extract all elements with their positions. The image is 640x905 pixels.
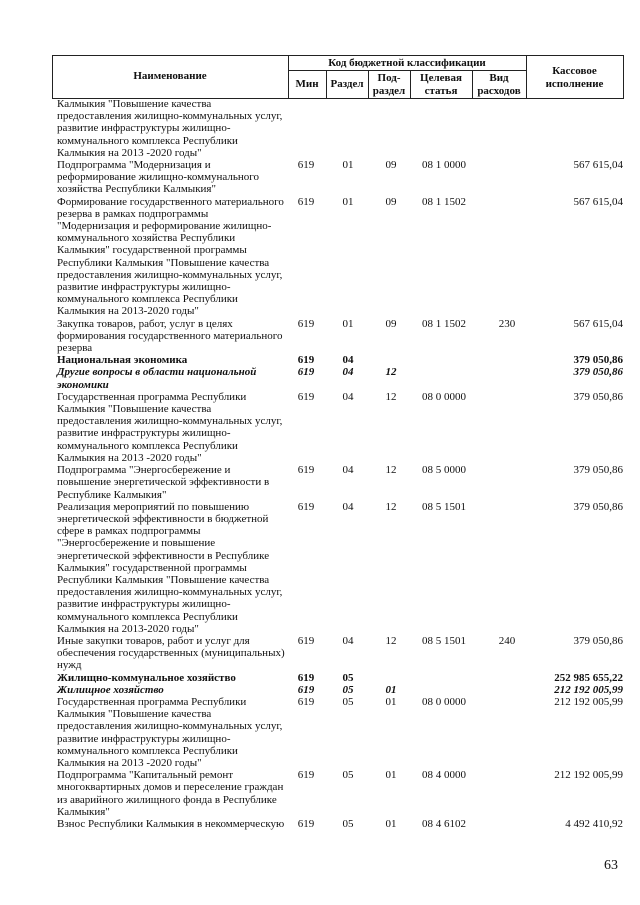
row-podrazdel: 12 — [385, 390, 397, 403]
row-razdel: 05 — [342, 671, 354, 684]
row-celevaya: 08 4 0000 — [422, 769, 466, 782]
table-row — [57, 769, 623, 818]
row-celevaya: 08 0 0000 — [422, 390, 466, 403]
row-vid: 230 — [498, 317, 516, 330]
row-celevaya: 08 5 1501 — [422, 634, 466, 647]
header-subline — [288, 70, 526, 71]
table-body — [57, 98, 623, 830]
row-sum: 212 192 005,99 — [554, 769, 623, 782]
row-min: 619 — [297, 390, 315, 403]
header-podrazdel-2: раздел — [372, 85, 406, 97]
header-border-right — [623, 56, 624, 98]
row-podrazdel: 01 — [385, 695, 397, 708]
table-row — [57, 464, 623, 501]
table-row — [57, 159, 623, 196]
row-min: 619 — [297, 195, 315, 208]
row-razdel: 05 — [342, 817, 354, 830]
table-row — [57, 318, 623, 355]
row-min: 619 — [297, 769, 315, 782]
row-razdel: 04 — [342, 464, 354, 477]
row-sum: 212 192 005,99 — [554, 683, 623, 696]
row-name: Калмыкия "Повышение качества предоставления жилищно-коммунальных услуг, развитие инфраструктуры жилищно- коммунального комплекса Республики Калмыкия на 2013 -2020 годы" — [57, 98, 283, 159]
row-razdel: 01 — [342, 195, 354, 208]
table-row — [57, 672, 623, 684]
header-vid-1: Вид — [489, 72, 509, 84]
row-celevaya: 08 0 0000 — [422, 695, 466, 708]
row-podrazdel: 01 — [385, 769, 397, 782]
row-celevaya: 08 5 1501 — [422, 500, 466, 513]
row-podrazdel: 12 — [385, 634, 397, 647]
row-sum: 212 192 005,99 — [554, 695, 623, 708]
row-podrazdel: 12 — [385, 464, 397, 477]
table-row — [57, 501, 623, 635]
row-name: Формирование государственного материального резерва в рамках подпрограммы "Модернизация и реформирование жилищно- коммунального хозяйства Республики Калмыкия" государственной программы Республики Калмыкия "Повышение качества предоставления жилищно-коммунальных услуг, развитие инфраструктуры жилищно- коммунального комплекса Республики Калмыкия на 2013-2020 годы" — [57, 195, 284, 318]
row-podrazdel: 09 — [385, 159, 397, 172]
header-podrazdel-1: Под- — [377, 72, 401, 84]
row-min: 619 — [297, 464, 315, 477]
row-min: 619 — [297, 159, 315, 172]
table-row — [57, 818, 623, 830]
row-name: Другие вопросы в области национальной экономики — [57, 366, 257, 391]
row-sum: 4 492 410,92 — [565, 817, 623, 830]
row-min: 619 — [297, 817, 315, 830]
row-name: Жилищное хозяйство — [57, 683, 164, 696]
row-razdel: 05 — [342, 695, 354, 708]
row-name: Взнос Республики Калмыкия в некоммерческую — [57, 817, 285, 830]
row-min: 619 — [297, 695, 315, 708]
header-celevaya-2: статья — [424, 85, 458, 97]
header-vid-2: расходов — [477, 85, 521, 97]
row-sum: 379 050,86 — [573, 390, 623, 403]
table-row — [57, 354, 623, 366]
header-kassa-2: исполнение — [545, 78, 604, 90]
row-celevaya: 08 1 1502 — [422, 317, 466, 330]
header-name: Наименование — [133, 70, 207, 82]
header-celevaya-1: Целевая — [420, 72, 462, 84]
row-razdel: 04 — [342, 634, 354, 647]
row-podrazdel: 09 — [385, 317, 397, 330]
row-min: 619 — [297, 683, 315, 696]
table-header — [52, 55, 624, 99]
header-razdel: Раздел — [330, 78, 364, 90]
row-razdel: 05 — [342, 769, 354, 782]
row-name: Национальная экономика — [57, 354, 188, 367]
row-podrazdel: 12 — [385, 366, 397, 379]
row-name: Государственная программа Республики Калмыкия "Повышение качества предоставления жилищно-коммунальных услуг, развитие инфраструктуры жилищно- коммунального комплекса Республики Калмыкия на 2013 -2020 годы" — [57, 390, 283, 464]
header-celevaya — [410, 72, 472, 98]
row-razdel: 04 — [342, 366, 354, 379]
row-razdel: 04 — [342, 390, 354, 403]
row-celevaya: 08 5 0000 — [422, 464, 466, 477]
row-min: 619 — [297, 354, 315, 367]
header-podrazdel — [368, 72, 410, 98]
page-number: 63 — [604, 858, 618, 873]
row-name: Подпрограмма "Капитальный ремонт многоквартирных домов и переселение граждан из аварийного жилищного фонда в Республике Калмыкия" — [57, 769, 284, 818]
row-sum: 252 985 655,22 — [554, 671, 623, 684]
row-razdel: 01 — [342, 317, 354, 330]
row-min: 619 — [297, 500, 315, 513]
table-row — [57, 635, 623, 672]
row-sum: 567 615,04 — [573, 317, 623, 330]
row-min: 619 — [297, 317, 315, 330]
table-row — [57, 196, 623, 318]
row-sum: 379 050,86 — [573, 464, 623, 477]
table-row — [57, 696, 623, 769]
row-razdel: 01 — [342, 159, 354, 172]
header-min: Мин — [295, 78, 319, 90]
row-min: 619 — [297, 634, 315, 647]
table-row — [57, 366, 623, 390]
table-row — [57, 684, 623, 696]
row-celevaya: 08 4 6102 — [422, 817, 466, 830]
row-name: Подпрограмма "Модернизация и реформирование жилищно-коммунального хозяйства Республики Калмыкия" — [57, 159, 260, 196]
header-kassa-1: Кассовое — [552, 65, 597, 77]
row-name: Закупка товаров, работ, услуг в целях формирования государственного материального резерва — [57, 317, 283, 355]
row-celevaya: 08 1 0000 — [422, 159, 466, 172]
header-kassa — [526, 65, 623, 91]
row-name: Подпрограмма "Энергосбережение и повышение энергетической эффективности в Республике Калмыкия" — [57, 464, 270, 501]
row-podrazdel: 09 — [385, 195, 397, 208]
row-podrazdel: 01 — [385, 683, 397, 696]
table-row — [57, 391, 623, 464]
row-sum: 567 615,04 — [573, 195, 623, 208]
row-podrazdel: 12 — [385, 500, 397, 513]
row-podrazdel: 01 — [385, 817, 397, 830]
row-celevaya: 08 1 1502 — [422, 195, 466, 208]
row-sum: 567 615,04 — [573, 159, 623, 172]
row-razdel: 04 — [342, 354, 354, 367]
row-razdel: 04 — [342, 500, 354, 513]
row-razdel: 05 — [342, 683, 354, 696]
row-vid: 240 — [498, 634, 516, 647]
header-code-group: Код бюджетной классификации — [328, 57, 486, 69]
row-min: 619 — [297, 671, 315, 684]
row-sum: 379 050,86 — [573, 634, 623, 647]
row-min: 619 — [297, 366, 315, 379]
row-name: Государственная программа Республики Калмыкия "Повышение качества предоставления жилищно-коммунальных услуг, развитие инфраструктуры жилищно- коммунального комплекса Республики Калмыкия на 2013 -2020 годы" — [57, 695, 283, 769]
row-name: Жилищно-коммунальное хозяйство — [57, 671, 236, 684]
header-vid — [472, 72, 526, 98]
table-row — [57, 98, 623, 159]
row-name: Реализация мероприятий по повышению энергетической эффективности в бюджетной сфере в рамках подпрограммы "Энергосбережение и повышение энергетической эффективности в Республике Калмыкия" государственной программы Республики Калмыкия "Повышение качества предоставления жилищно-коммунальных услуг, развитие инфраструктуры жилищно- коммунального комплекса Республики Калмыкия на 2013-2020 годы" — [57, 500, 283, 635]
row-name: Иные закупки товаров, работ и услуг для обеспечения государственных (муниципальных) нужд — [57, 634, 285, 672]
row-sum: 379 050,86 — [573, 500, 623, 513]
row-sum: 379 050,86 — [573, 354, 623, 367]
row-sum: 379 050,86 — [573, 366, 623, 379]
